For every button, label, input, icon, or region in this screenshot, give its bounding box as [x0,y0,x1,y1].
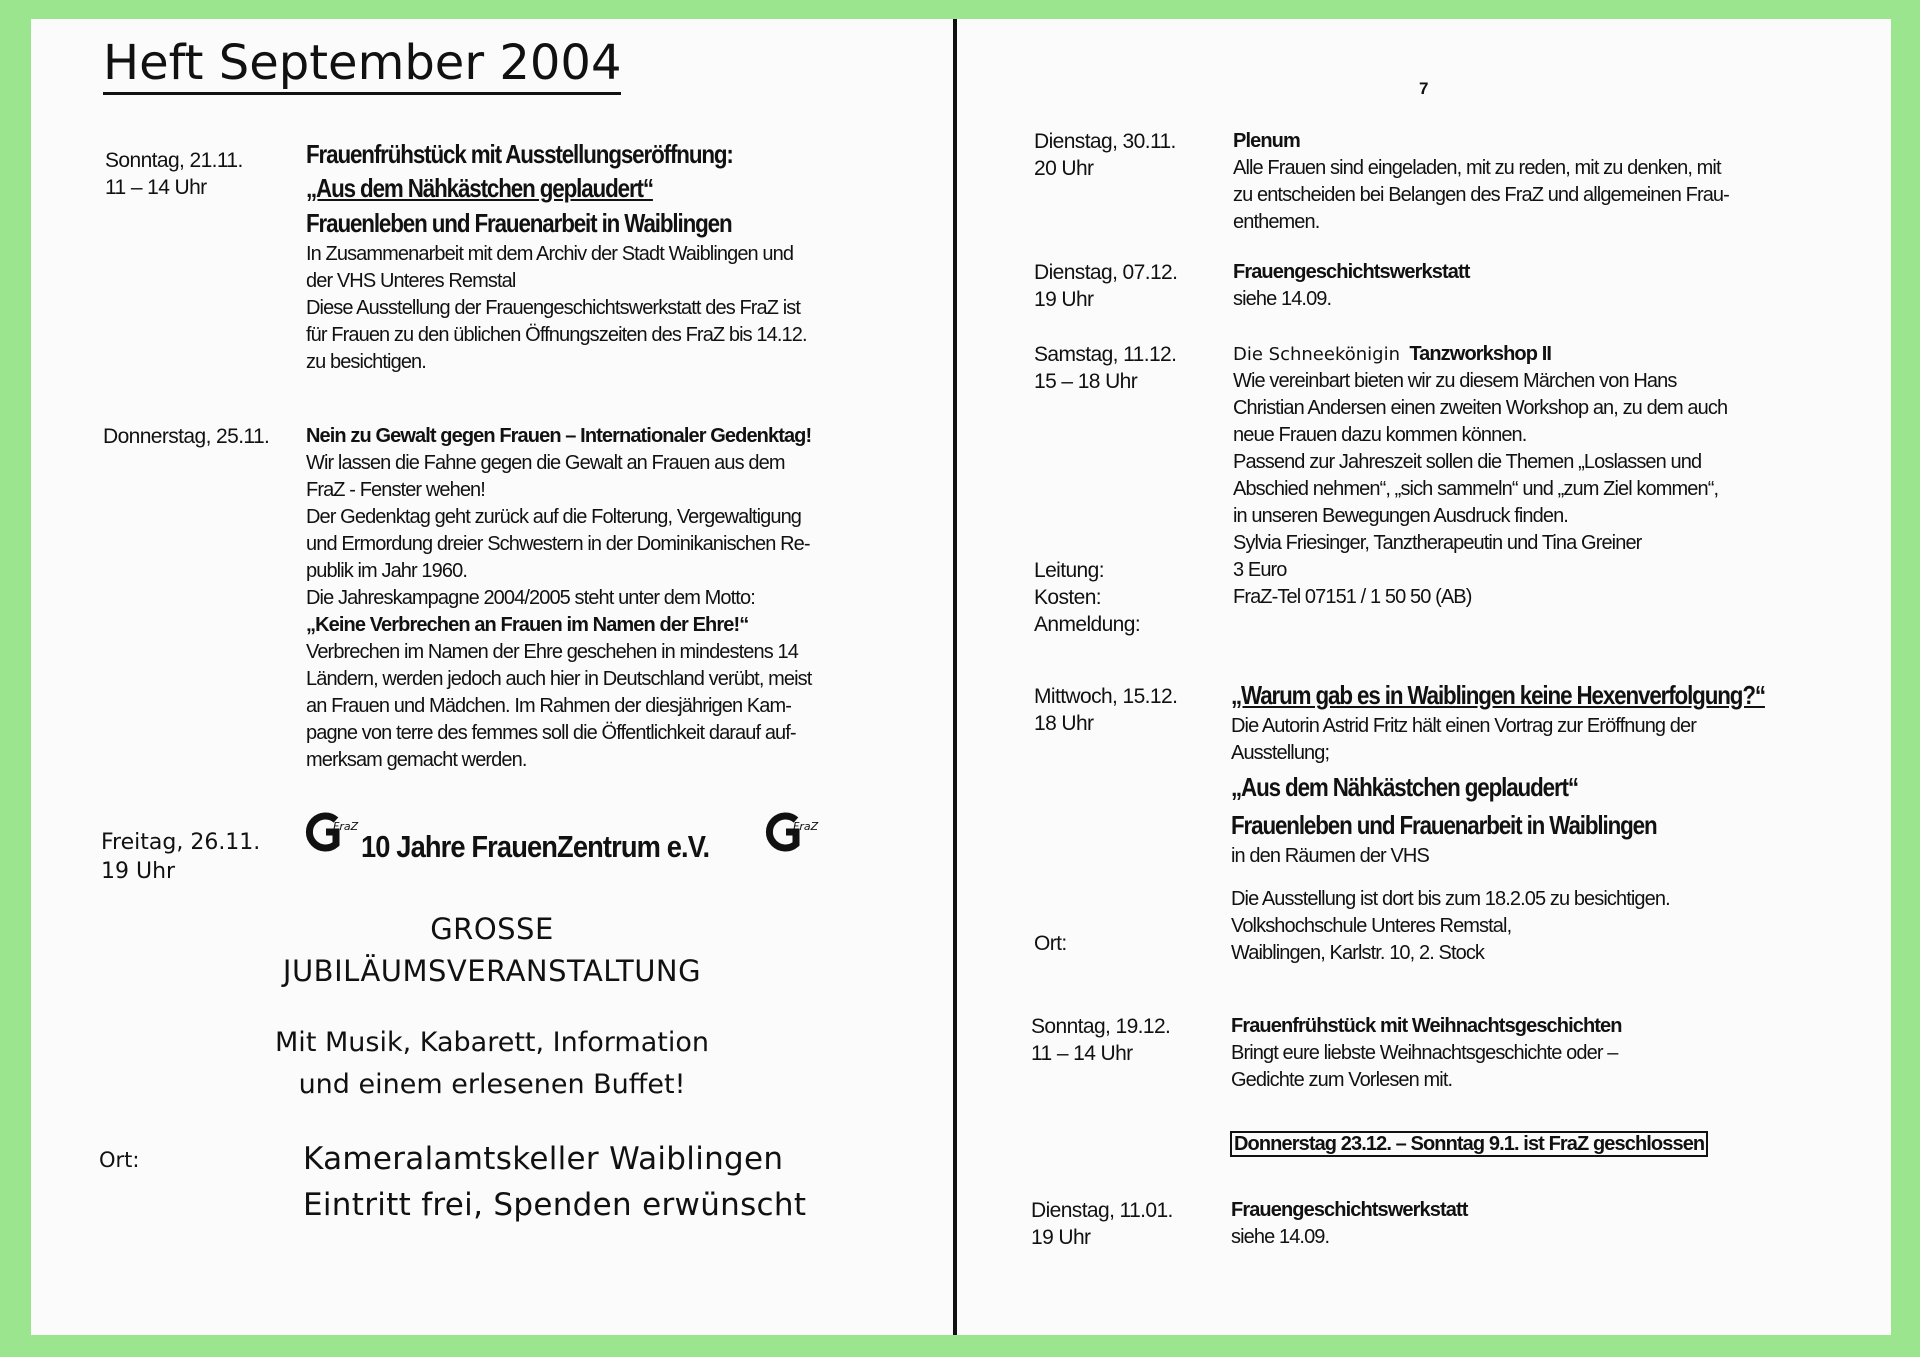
text-line: Passend zur Jahreszeit sollen die Themen „Loslassen und [1233,451,1702,473]
event-date: Dienstag, 07.12. [1034,261,1178,284]
text-line: Wie vereinbart bieten wir zu diesem Märchen von Hans [1233,370,1677,392]
page-number: 7 [1419,79,1429,98]
event-body [1233,128,1729,236]
event-time: 19 Uhr [1031,1226,1091,1249]
text-line: FraZ - Fenster wehen! [306,479,485,501]
event-subtitle: Frauenleben und Frauenarbeit in Waiblingen [306,208,732,238]
event-time: 11 – 14 Uhr [1031,1042,1133,1065]
text-line: Waiblingen, Karlstr. 10, 2. Stock [1231,942,1485,964]
event-time: 15 – 18 Uhr [1034,370,1138,393]
closed-notice [1230,1131,1708,1158]
text-line: Abschied nehmen“, „sich sammeln“ und „zum Ziel kommen“, [1233,478,1719,500]
event-time: 20 Uhr [1034,157,1094,180]
event-title: Frauenfrühstück mit Ausstellungseröffnung: [306,139,733,169]
text-line: Volkshochschule Unteres Remstal, [1231,915,1512,937]
logo-text: FraZ [793,820,819,833]
text-line: siehe 14.09. [1231,1226,1330,1248]
event-title: Frauengeschichtswerkstatt [1231,1199,1468,1221]
event-title: 10 Jahre FrauenZentrum e.V. [361,829,710,864]
event-time: 18 Uhr [1034,712,1094,735]
motto-line: „Keine Verbrechen an Frauen im Namen der Ehre!“ [306,614,749,636]
event-time: 19 Uhr [1034,288,1094,311]
text-line: der VHS Unteres Remstal [306,270,516,292]
fraz-logo-icon [306,812,359,852]
event-body [1231,1013,1622,1094]
page-title: Heft September 2004 [103,35,621,95]
text-line: merksam gemacht werden. [306,749,527,771]
text-line: pagne von terre des femmes soll die Öffentlichkeit darauf auf- [306,722,796,744]
event-date: Dienstag, 30.11. [1034,130,1176,153]
text-line: Die Autorin Astrid Fritz hält einen Vortrag zur Eröffnung der [1231,715,1697,737]
text-line: Christian Andersen einen zweiten Workshop an, zu dem auch [1233,397,1728,419]
text-line: enthemen. [1233,211,1320,233]
text-line: neue Frauen dazu kommen können. [1233,424,1527,446]
event-date: Sonntag, 19.12. [1031,1015,1171,1038]
event-headline: GROSSE [430,912,554,946]
event-body [1233,259,1469,313]
text-line: siehe 14.09. [1233,288,1332,310]
event-title-script: Die Schneekönigin [1233,344,1400,365]
event-date: Mittwoch, 15.12. [1034,685,1178,708]
text-line: Ländern, werden jedoch auch hier in Deutschland verübt, meist [306,668,812,690]
event-subtitle: Frauenleben und Frauenarbeit in Waiblingen [1231,810,1657,840]
text-line: an Frauen und Mädchen. Im Rahmen der diesjährigen Kam- [306,695,792,717]
text-line: Ausstellung; [1231,742,1330,764]
event-subtitle: „Aus dem Nähkästchen geplaudert“ [1231,772,1578,802]
event-subline: Mit Musik, Kabarett, Information [275,1027,709,1058]
event-date: Sonntag, 21.11. [105,149,243,172]
event-body [1233,341,1727,611]
text-line: in den Räumen der VHS [1231,845,1429,867]
event-date: Donnerstag, 25.11. [103,425,270,448]
text-line: zu besichtigen. [306,351,426,373]
event-title: Tanzworkshop II [1409,343,1552,365]
text-line: Verbrechen im Namen der Ehre geschehen in mindestens 14 [306,641,798,663]
anmeldung-label: Anmeldung: [1034,613,1141,636]
text-line: 3 Euro [1233,559,1287,581]
event-time: 19 Uhr [101,859,176,884]
event-body [1231,677,1852,967]
text-line: Der Gedenktag geht zurück auf die Folterung, Vergewaltigung [306,506,802,528]
text-line: in unseren Bewegungen Ausdruck finden. [1233,505,1568,527]
event-date: Dienstag, 11.01. [1031,1199,1173,1222]
event-2-body [306,423,811,774]
text-line: In Zusammenarbeit mit dem Archiv der Stadt Waiblingen und [306,243,794,265]
event-date: Freitag, 26.11. [101,830,261,855]
text-line: Diese Ausstellung der Frauengeschichtswerkstatt des FraZ ist [306,297,801,319]
text-line: Gedichte zum Vorlesen mit. [1231,1069,1453,1091]
text-line: und Ermordung dreier Schwestern in der Dominikanischen Re- [306,533,810,555]
location-text: Eintritt frei, Spenden erwünscht [303,1187,807,1223]
text-line: publik im Jahr 1960. [306,560,467,582]
location-text: Kameralamtskeller Waiblingen [303,1141,784,1177]
event-1-body [306,137,807,376]
fraz-logo-icon [766,812,819,852]
event-title-line [1233,341,1727,368]
event-headline: JUBILÄUMSVERANSTALTUNG [282,954,702,988]
document-page [31,19,1891,1335]
closed-notice-text: Donnerstag 23.12. – Sonntag 9.1. ist FraZ geschlossen [1230,1131,1708,1157]
location-label: Ort: [1034,932,1067,955]
leitung-label: Leitung: [1034,559,1104,582]
event-subtitle: „Aus dem Nähkästchen geplaudert“ [306,173,653,203]
event-title: Frauenfrühstück mit Weihnachtsgeschichten [1231,1015,1622,1037]
text-line: für Frauen zu den üblichen Öffnungszeiten des FraZ bis 14.12. [306,324,807,346]
text-line: Sylvia Friesinger, Tanztherapeutin und Tina Greiner [1233,532,1642,554]
text-line: Bringt eure liebste Weihnachtsgeschichte oder – [1231,1042,1618,1064]
event-subline: und einem erlesenen Buffet! [298,1069,686,1100]
event-title: Plenum [1233,130,1300,152]
kosten-label: Kosten: [1034,586,1102,609]
event-title: Frauengeschichtswerkstatt [1233,261,1470,283]
text-line: zu entscheiden bei Belangen des FraZ und allgemeinen Frau- [1233,184,1729,206]
event-time: 11 – 14 Uhr [105,176,207,199]
event-title: Nein zu Gewalt gegen Frauen – Internationaler Gedenktag! [306,425,812,447]
text-line: Alle Frauen sind eingeladen, mit zu reden, mit zu denken, mit [1233,157,1721,179]
location-label: Ort: [99,1148,140,1172]
event-body [1231,1197,1467,1251]
text-line: Die Jahreskampagne 2004/2005 steht unter dem Motto: [306,587,755,609]
event-date: Samstag, 11.12. [1034,343,1177,366]
text-line: Die Ausstellung ist dort bis zum 18.2.05 zu besichtigen. [1231,888,1670,910]
event-title: „Warum gab es in Waiblingen keine Hexenverfolgung?“ [1231,680,1765,710]
text-line: Wir lassen die Fahne gegen die Gewalt an Frauen aus dem [306,452,785,474]
text-line: FraZ-Tel 07151 / 1 50 50 (AB) [1233,586,1472,608]
page-divider [953,19,957,1335]
logo-text: FraZ [333,820,359,833]
spacer [1231,870,1852,886]
